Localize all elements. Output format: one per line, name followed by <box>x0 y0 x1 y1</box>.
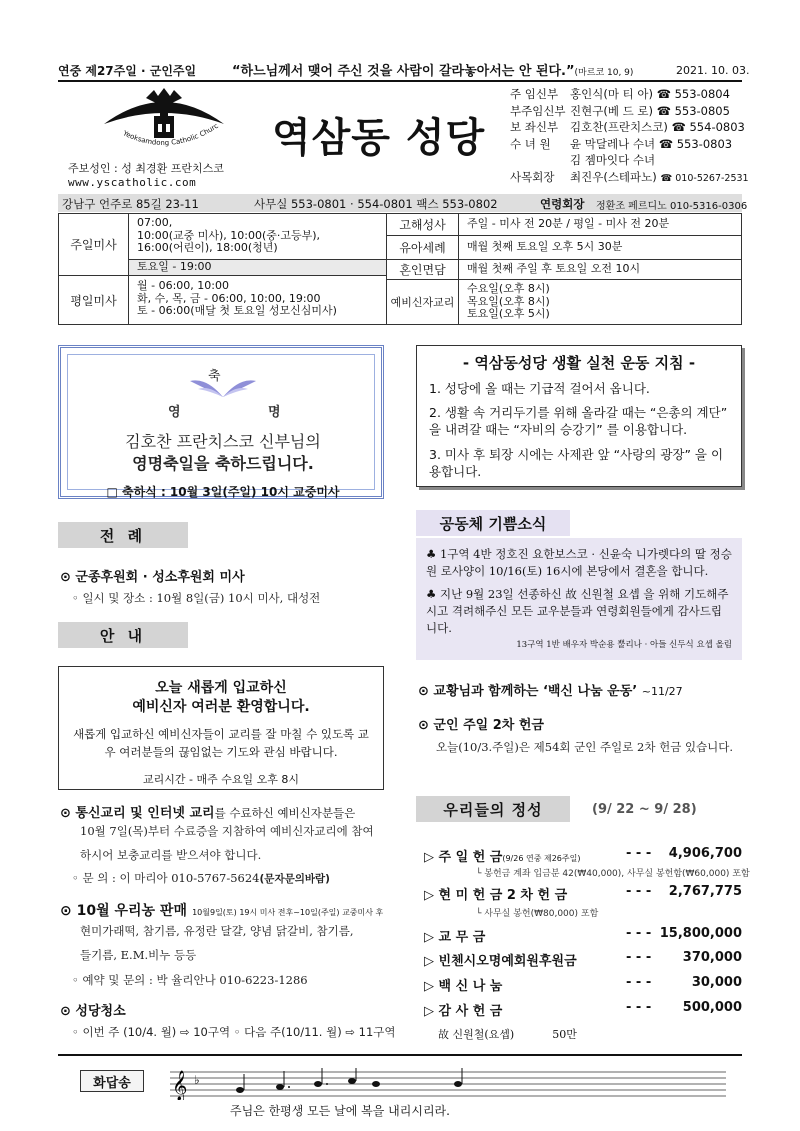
rule-item: 2. 생활 속 거리두기를 위해 올라갈 때는 “은총의 계단” 을 내려갈 때는 “자비의 승강기” 를 이용합니다. <box>429 405 728 437</box>
marriage-label: 혼인면담 <box>387 260 459 280</box>
news-wedding: ♣ 1구역 4반 정호진 요한보스코 · 신윤숙 니가렛다의 딸 정승원 로사양이 10/16(토) 16시에 본당에서 결혼을 합니다. <box>426 547 732 578</box>
offering-row: ▷ 빈첸시오명예회원후원금 - - - 370,000 <box>424 950 742 969</box>
psalm-label: 화답송 <box>80 1070 144 1092</box>
news-thanks-sign: 13구역 1반 배우자 박순용 뿔리나 · 아들 신두식 요셉 올림 <box>516 640 732 650</box>
liturgy-item: ⊙ 군종후원회 · 성소후원회 미사 <box>60 570 245 585</box>
rule-item: 3. 미사 후 퇴장 시에는 사제관 앞 “사랑의 광장” 을 이용합니다. <box>429 447 724 479</box>
farm-line-2: 현미가래떡, 참기름, 유정란 달걀, 양념 닭갈비, 참기름, <box>80 924 354 938</box>
weekday-mass-label: 평일미사 <box>59 276 129 324</box>
offering-note: └ 사무실 봉헌(₩80,000) 포함 <box>476 909 599 919</box>
catechumen-times: 수요일(오후 8시) 목요일(오후 8시) 토요일(오후 5시) <box>467 282 550 320</box>
catechism-contact: ◦ 문 의 : 이 마리아 010-5767-5624(문자문의바람) <box>72 871 330 885</box>
offering-row: ▷ 백 신 나 눔 - - - 30,000 <box>424 975 742 994</box>
military-offering-detail: 오늘(10/3.주일)은 제54회 군인 주일로 2차 헌금 있습니다. <box>436 740 734 754</box>
welcome-title-1: 오늘 새롭게 입교하신 <box>155 680 287 696</box>
staff-row: 보 좌신부 김호찬(프란치스코) ☎ 554-0803 <box>510 120 745 135</box>
news-thanks: ♣ 지난 9월 23일 선종하신 故 신원철 요셉 을 위해 기도해주시고 격려해주신 모든 교우분들과 연령회원들에게 감사드립니다. <box>426 587 729 635</box>
treble-clef-icon: 𝄞 <box>172 1071 188 1100</box>
address-bar <box>58 194 748 212</box>
offering-row: ▷ 감 사 헌 금 - - - 500,000 <box>424 1000 742 1019</box>
welcome-body: 새롭게 입교하신 예비신자들이 교리를 잘 마칠 수 있도록 교우 여러분들의 끊임없는 기도와 관심 바랍니다. <box>73 727 369 759</box>
infant-baptism-label: 유아세례 <box>387 236 459 260</box>
rules-box <box>416 345 742 487</box>
marriage-times: 매월 첫째 주일 후 토요일 오전 10시 <box>459 260 741 280</box>
parish-name: 역삼동 성당 <box>272 115 486 161</box>
week-label: 연중 제27주일 · 군인주일 <box>58 64 197 78</box>
contact-label: 연령회장 <box>540 197 585 211</box>
staff-list <box>510 86 749 188</box>
sunday-mass-label: 주일미사 <box>59 214 129 276</box>
office-phone: 사무실 553-0801 · 554-0801 팩스 553-0802 <box>254 197 498 211</box>
offering-note: └ 봉헌금 계좌 입금분 42(₩40,000), 사무실 봉헌함(₩60,000) 포함 <box>476 869 750 879</box>
confession-label: 고해성사 <box>387 214 459 236</box>
community-news <box>416 538 742 660</box>
offering-row: ▷ 교 무 금 - - - 15,800,000 <box>424 926 742 945</box>
notice-header: 안 내 <box>58 622 188 648</box>
military-offering-item: ⊙ 군인 주일 2차 헌금 <box>418 718 544 733</box>
offering-footer: 故 신원철(요셉) 50만 <box>438 1028 577 1041</box>
top-divider <box>58 80 742 82</box>
offering-header: 우리들의 정성 <box>416 796 570 822</box>
staff-row: 부주임신부 진현구(베 드 로) ☎ 553-0805 <box>510 103 730 118</box>
infant-baptism-times: 매월 첫째 토요일 오후 5시 30분 <box>459 236 741 260</box>
confession-times: 주일 - 미사 전 20분 / 평일 - 미사 전 20분 <box>459 214 741 236</box>
address: 강남구 언주로 85길 23-11 <box>62 197 199 211</box>
quote-ref: (마르코 10, 9) <box>574 68 634 78</box>
feast-day-box <box>58 345 384 499</box>
catechism-line-2: 10월 7일(목)부터 수료증을 지참하여 예비신자교리에 참여 <box>80 824 374 838</box>
saturday-mass: 토요일 - 19:00 <box>129 260 387 276</box>
contact-phone: 정환조 페르디노 010-5316-0306 <box>596 201 748 212</box>
welcome-box <box>58 666 384 790</box>
weekday-mass-times: 월 - 06:00, 10:00 화, 수, 목, 금 - 06:00, 10:00, 19:00 토 - 06:00(매달 첫 토요일 성모신심미사) <box>129 276 387 324</box>
staff-row: 주 임신부 홍인식(마 티 아) ☎ 553-0804 <box>510 87 730 101</box>
catechumen-label: 예비신자교리 <box>387 280 459 324</box>
vaccine-item: ⊙ 교황님과 함께하는 ‘백신 나눔 운동’ ~11/27 <box>418 684 683 699</box>
gospel-quote <box>232 60 633 79</box>
cleaning-item: ⊙ 성당청소 <box>60 1004 126 1019</box>
correspondence-catechism: ⊙ 통신교리 및 인터넷 교리를 수료하신 예비신자분들은 <box>60 806 356 821</box>
feast-inner-frame <box>67 354 375 499</box>
quote-text: “하느님께서 맺어 주신 것을 사람이 갈라놓아서는 안 된다.” <box>232 64 575 79</box>
bottom-divider <box>58 1054 742 1056</box>
rules-title: - 역삼동성당 생활 실천 운동 지침 - <box>462 354 696 372</box>
offering-row: ▷ 현 미 헌 금 2 차 헌 금 - - - 2,767,775 <box>424 884 742 903</box>
offering-row: ▷ 주 일 헌 금(9/26 연중 제26주일) - - - 4,906,700 <box>424 846 742 865</box>
staff-row: 수 녀 원 윤 막달레나 수녀 ☎ 553-0803 <box>510 136 733 151</box>
bulletin-date: 2021. 10. 03. <box>676 64 750 77</box>
website-link[interactable]: www.yscatholic.com <box>68 176 197 189</box>
church-logo <box>94 86 234 156</box>
rule-item: 1. 성당에 올 때는 기급적 걸어서 옵니다. <box>429 381 650 396</box>
staff-row: 김 젬마잇다 수녀 <box>570 153 656 168</box>
patron-saint: 주보성인 : 성 최경환 프란치스코 <box>68 162 224 175</box>
cleaning-detail: ◦ 이번 주 (10/4. 월) ⇨ 10구역 ◦ 다음 주(10/11. 월) ⇨ 11구역 <box>72 1025 396 1039</box>
farm-sale: ⊙ 10월 우리농 판매 10월9일(토) 19시 미사 전후~10일(주일) 교중미사 후 <box>60 903 384 919</box>
farm-contact: ◦ 예약 및 문의 : 박 율리안나 010-6223-1286 <box>72 973 308 987</box>
psalm-lyric: 주님은 한평생 모든 날에 복을 내리시리라. <box>230 1104 450 1118</box>
catechism-time: 교리시간 - 매주 수요일 오후 8시 <box>143 773 299 786</box>
farm-line-3: 들기름, E.M.비누 등등 <box>80 948 197 962</box>
mass-schedule-table <box>58 213 742 325</box>
feast-word-1: 영 <box>168 405 181 420</box>
liturgy-header: 전 례 <box>58 522 188 548</box>
congrats-char: 축 <box>208 369 221 384</box>
liturgy-detail: ◦ 일시 및 장소 : 10월 8일(금) 10시 미사, 대성전 <box>72 591 321 605</box>
offering-period: (9/ 22 ~ 9/ 28) <box>592 802 697 817</box>
community-header: 공동체 기쁨소식 <box>416 510 570 536</box>
sunday-mass-times: 07:00, 10:00(교중 미사), 10:00(중·고등부), 16:00(어린이), 18:00(청년) <box>129 214 387 260</box>
staff-row: 사목회장 최진우(스테파노) ☎ 010-5267-2531 <box>510 169 749 184</box>
feast-word-2: 명 <box>268 405 281 420</box>
feast-message-2: 영명축일을 축하드립니다. <box>132 454 314 473</box>
wings-icon <box>188 367 258 401</box>
music-staff <box>170 1068 726 1100</box>
flat-icon: ♭ <box>194 1073 200 1087</box>
welcome-title-2: 예비신자 여러분 환영합니다. <box>132 699 310 715</box>
feast-mass: □ 축하식 : 10월 3일(주일) 10시 교중미사 <box>106 485 340 499</box>
logo-text: Yeoksamdong Catholic Churc <box>121 121 220 148</box>
catechism-line-3: 하시어 보충교리를 받으셔야 합니다. <box>80 848 262 862</box>
feast-message-1: 김호찬 프란치스코 신부님의 <box>125 432 321 451</box>
